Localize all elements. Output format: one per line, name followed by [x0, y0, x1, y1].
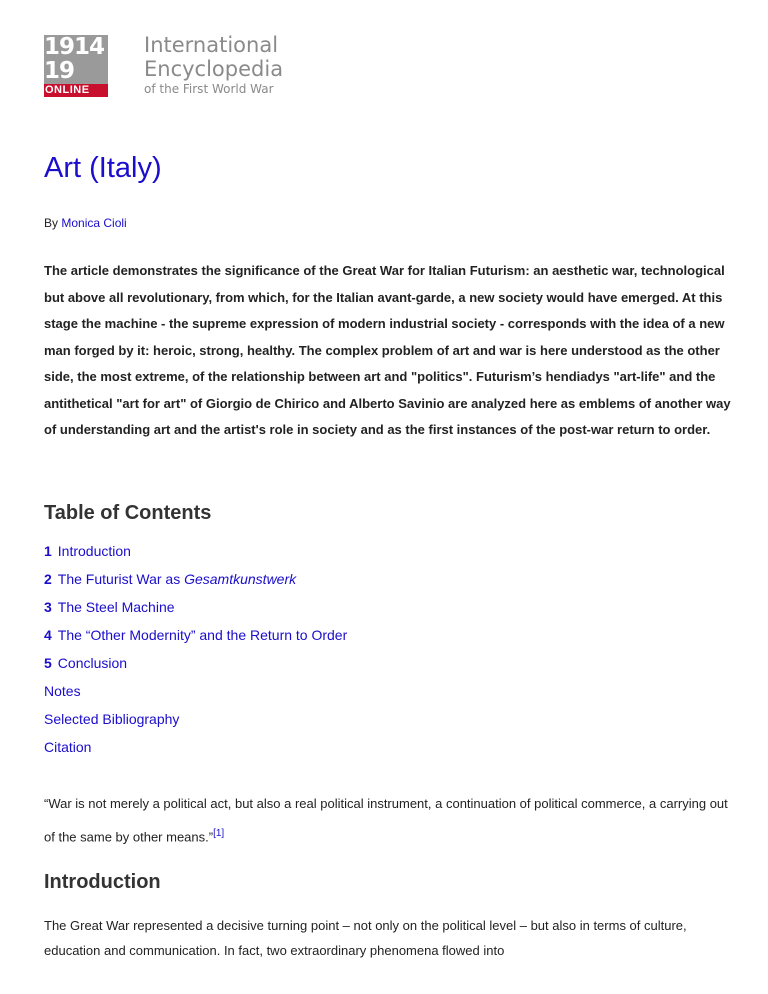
- toc-item-bibliography[interactable]: [44, 705, 347, 733]
- logo-line-international: International: [144, 33, 279, 57]
- toc-item-citation[interactable]: [44, 733, 347, 761]
- toc-item-steel-machine[interactable]: [44, 593, 347, 621]
- toc-item-label[interactable]: The Steel Machine: [57, 599, 175, 615]
- toc-item-conclusion[interactable]: [44, 649, 347, 677]
- logo-year-start: 1914: [44, 34, 105, 60]
- logo-mark: [44, 35, 132, 97]
- byline: [44, 216, 127, 230]
- page-title: Art (Italy): [44, 152, 162, 184]
- toc-item-number: 1: [44, 543, 52, 559]
- table-of-contents: [44, 537, 347, 761]
- byline-prefix: By: [44, 216, 59, 230]
- toc-item-label[interactable]: Conclusion: [57, 655, 128, 671]
- quote-text: “War is not merely a political act, but also a real political instrument, a continuation of political commerce, a carrying out of the same by other means.”: [44, 796, 728, 845]
- logo-online-badge: ONLINE: [44, 84, 108, 97]
- toc-item-label[interactable]: The Futurist War as: [57, 571, 185, 587]
- toc-item-label[interactable]: The “Other Modernity” and the Return to Order: [57, 627, 348, 643]
- article-abstract: The article demonstrates the significance of the Great War for Italian Futurism: an aesthetic war, technological but above all revolutionary, from which, for the Italian avant-garde, a new society would have emerged. At this stage the machine - the supreme expression of modern industrial society - corresponds with the idea of a new man forged by it: heroic, strong, healthy. The complex problem of art and war is here understood as the other side, the most extreme, of the relationship between art and "politics". Futurism’s hendiadys "art-life" and the antithetical "art for art" of Giorgio de Chirico and Alberto Savinio are analyzed here as emblems of another way of understanding art and the artist's role in society and as the first instances of the post-war return to order.: [44, 263, 731, 437]
- toc-item-notes[interactable]: [44, 677, 347, 705]
- introduction-paragraph: The Great War represented a decisive turning point – not only on the political level – but also in terms of culture, education and communication. In fact, two extraordinary phenomena flowed into: [44, 918, 687, 958]
- toc-item-label[interactable]: Citation: [44, 739, 92, 755]
- site-logo[interactable]: [44, 35, 304, 97]
- logo-year-end: [44, 59, 106, 84]
- footnote-link[interactable]: [1]: [213, 828, 225, 839]
- section-heading-introduction: Introduction: [44, 871, 161, 893]
- logo-year-end-prefix: 19: [44, 58, 75, 84]
- toc-item-futurist-war[interactable]: [44, 565, 347, 593]
- toc-item-label[interactable]: Notes: [44, 683, 81, 699]
- toc-item-number: 4: [44, 627, 52, 643]
- toc-item-label-italic[interactable]: Gesamtkunstwerk: [184, 571, 297, 587]
- toc-item-label[interactable]: Selected Bibliography: [44, 711, 180, 727]
- logo-line-encyclopedia: Encyclopedia: [144, 57, 284, 81]
- logo-wordmark: [144, 33, 283, 97]
- toc-item-introduction[interactable]: [44, 537, 347, 565]
- author-link[interactable]: Monica Cioli: [61, 216, 127, 230]
- toc-item-number: 2: [44, 571, 52, 587]
- logo-line-subtitle: of the First World War: [144, 82, 274, 96]
- epigraph-quote: [44, 789, 734, 852]
- toc-heading: Table of Contents: [44, 502, 212, 524]
- toc-item-label[interactable]: Introduction: [57, 543, 131, 559]
- toc-item-number: 5: [44, 655, 52, 671]
- toc-item-other-modernity[interactable]: [44, 621, 347, 649]
- toc-item-number: 3: [44, 599, 52, 615]
- logo-year-end-suffix: 18: [74, 58, 105, 84]
